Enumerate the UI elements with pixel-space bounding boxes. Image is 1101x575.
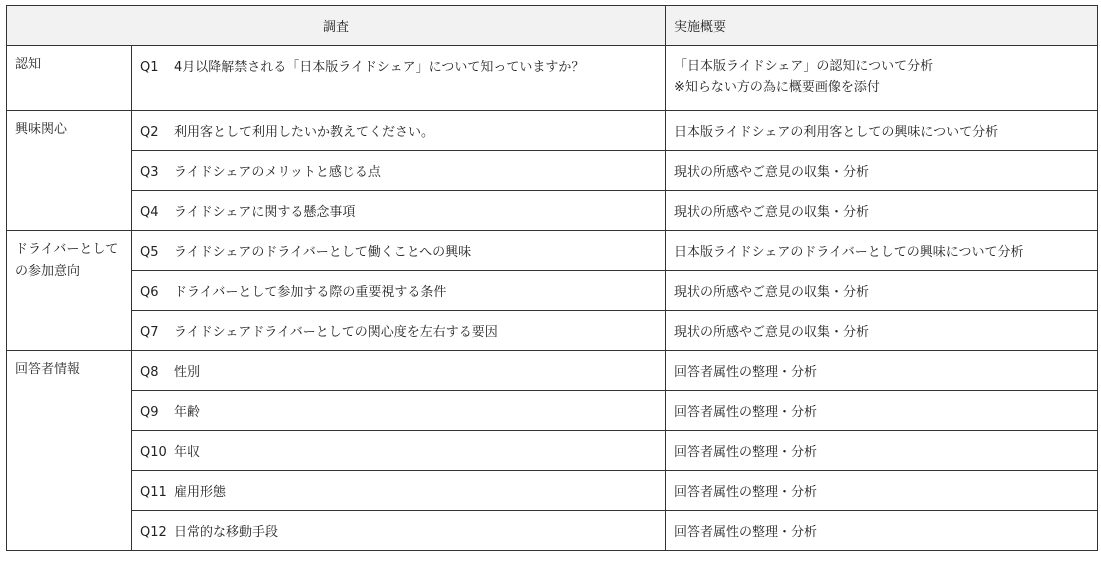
overview-cell: 現状の所感やご意見の収集・分析 [666,311,1098,351]
question-number: Q1 [140,60,159,75]
question-text: ライドシェアのメリットと感じる点 [174,165,381,180]
overview-cell: 回答者属性の整理・分析 [666,431,1098,471]
question-number: Q12 [140,525,167,540]
overview-cell: 現状の所感やご意見の収集・分析 [666,271,1098,311]
overview-cell: 日本版ライドシェアのドライバーとしての興味について分析 [666,231,1098,271]
category-respondent: 回答者情報 [7,351,132,551]
question-number: Q5 [140,245,159,260]
question-number: Q11 [140,485,167,500]
overview-cell: 現状の所感やご意見の収集・分析 [666,151,1098,191]
question-text: 年齢 [174,405,201,420]
question-cell [132,391,666,431]
category-driver: ドライバーとしての参加意向 [7,231,132,351]
question-cell [132,231,666,271]
overview-cell: 日本版ライドシェアの利用客としての興味について分析 [666,111,1098,151]
table-row [7,151,1098,191]
survey-table [6,5,1098,551]
question-cell [132,191,666,231]
question-cell [132,471,666,511]
question-text: ドライバーとして参加する際の重要視する条件 [174,285,447,300]
table-row [7,191,1098,231]
question-cell [132,46,666,111]
overview-cell [666,46,1098,111]
question-number: Q6 [140,285,159,300]
question-text: 利用客として利用したいか教えてください。 [174,125,435,140]
question-number: Q10 [140,445,167,460]
table-row [7,511,1098,551]
overview-cell: 現状の所感やご意見の収集・分析 [666,191,1098,231]
question-text: 性別 [174,365,201,380]
category-recognition: 認知 [7,46,132,111]
question-cell [132,351,666,391]
table-row [7,471,1098,511]
table-row [7,231,1098,271]
question-cell [132,271,666,311]
question-cell [132,311,666,351]
table-row [7,311,1098,351]
header-overview: 実施概要 [666,6,1098,46]
overview-cell: 回答者属性の整理・分析 [666,471,1098,511]
table-row [7,111,1098,151]
question-cell [132,111,666,151]
question-cell [132,431,666,471]
overview-cell: 回答者属性の整理・分析 [666,511,1098,551]
header-row [7,6,1098,46]
table-row [7,271,1098,311]
question-number: Q8 [140,365,159,380]
overview-text: 「日本版ライドシェア」の認知について分析 [674,59,934,74]
table-row [7,391,1098,431]
question-text: 4月以降解禁される「日本版ライドシェア」について知っていますか？ [174,60,585,75]
overview-cell: 回答者属性の整理・分析 [666,351,1098,391]
table-row [7,46,1098,111]
overview-cell: 回答者属性の整理・分析 [666,391,1098,431]
question-cell [132,511,666,551]
question-number: Q3 [140,165,159,180]
question-number: Q9 [140,405,159,420]
question-text: ライドシェアのドライバーとして働くことへの興味 [174,245,472,260]
question-text: ライドシェアドライバーとしての関心度を左右する要因 [174,325,498,340]
question-number: Q4 [140,205,159,220]
question-number: Q2 [140,125,159,140]
question-text: 日常的な移動手段 [174,525,279,540]
question-text: 年収 [174,445,201,460]
overview-note: ※知らない方の為に概要画像を添付 [674,80,880,95]
question-text: ライドシェアに関する懸念事項 [174,205,356,220]
question-cell [132,151,666,191]
question-number: Q7 [140,325,159,340]
table-row [7,431,1098,471]
question-text: 雇用形態 [174,485,227,500]
table-row [7,351,1098,391]
header-survey: 調査 [7,6,666,46]
category-interest: 興味関心 [7,111,132,231]
